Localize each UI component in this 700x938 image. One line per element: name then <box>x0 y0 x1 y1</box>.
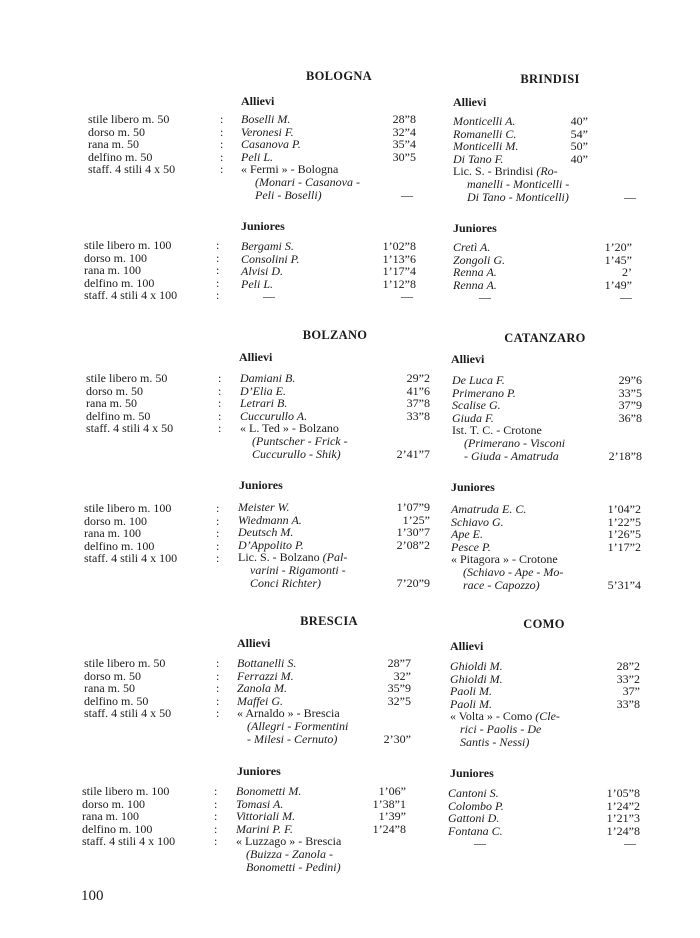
event-label: stile libero m. 100 : <box>84 238 220 252</box>
city-heading-bologna: BOLOGNA <box>306 69 372 83</box>
event-label: dorso m. 50 : <box>88 124 224 139</box>
result-row: Tomasi A. 1’38”1 <box>236 796 406 811</box>
relay-names: Conci Richter) 7’20”9 <box>250 575 430 590</box>
city-heading-brindisi: BRINDISI <box>520 72 580 86</box>
relay-club: « Arnaldo » - Brescia <box>237 706 340 721</box>
relay-club: Ist. T. C. - Crotone <box>452 423 542 438</box>
relay-row: — — <box>479 290 632 305</box>
result-row: Monticelli A. 40” <box>453 114 588 128</box>
relay-names: rici - Paolis - De <box>460 721 542 736</box>
category-juniores: Juniores <box>450 766 494 780</box>
relay-names: (Buizza - Zanola - <box>246 846 333 861</box>
relay-names: manelli - Monticelli - <box>467 176 570 191</box>
result-row: Renna A. 2’ <box>453 265 632 280</box>
event-label: stile libero m. 50 : <box>84 656 220 670</box>
page-number: 100 <box>81 888 104 904</box>
result-row: Casanova P. 35”4 <box>241 137 416 152</box>
result-row: Primerano P. 33”5 <box>452 385 642 400</box>
results-catanzaro-allievi <box>452 374 642 462</box>
results-bologna-juniores <box>241 240 416 303</box>
event-label: rana m. 50 : <box>86 396 222 411</box>
relay-names: race - Capozzo) 5’31”4 <box>463 577 641 592</box>
result-row: Wiedmann A. 1’25” <box>238 512 430 527</box>
relay-names: Di Tano - Monticelli) — <box>467 189 636 204</box>
category-juniores: Juniores <box>451 480 495 494</box>
category-allievi: Allievi <box>450 639 484 653</box>
event-label: stile libero m. 50 : <box>88 112 224 126</box>
event-label: rana m. 50 : <box>84 681 220 696</box>
event-label: staff. 4 stili 4 x 100 : <box>84 288 220 303</box>
result-row: Romanelli C. 54” <box>453 126 588 141</box>
result-row: Amatruda E. C. 1’04”2 <box>451 502 641 516</box>
result-row: Boselli M. 28”8 <box>241 112 416 126</box>
relay-club: « L. Ted » - Bolzano <box>240 421 339 436</box>
event-list-juniores <box>84 502 234 565</box>
result-row: Pesce P. 1’17”2 <box>451 539 641 554</box>
event-label: rana m. 100 : <box>84 263 220 278</box>
result-row: Renna A. 1’49” <box>453 277 632 292</box>
relay-names: Bonometti - Pedini) <box>246 859 341 874</box>
result-row: Bottanelli S. 28”7 <box>237 656 411 670</box>
result-row: Schiavo G. 1’22”5 <box>451 514 641 529</box>
event-label: staff. 4 stili 4 x 100 : <box>82 834 218 849</box>
result-row: Cretì A. 1’20” <box>453 240 632 254</box>
results-brindisi-allievi <box>453 114 636 204</box>
result-row: Zanola M. 35”9 <box>237 681 411 696</box>
city-heading-bolzano: BOLZANO <box>302 328 368 342</box>
results-como-allievi <box>450 660 640 748</box>
relay-names: (Allegri - Formentini <box>247 718 349 733</box>
event-label: dorso m. 50 : <box>84 668 220 683</box>
event-label: delfino m. 100 : <box>84 275 220 290</box>
relay-names: Cuccurullo - Shik) 2’41”7 <box>252 446 430 461</box>
city-heading-como: COMO <box>523 617 565 631</box>
event-list-juniores <box>82 785 232 848</box>
result-row: Peli L. 1’12”8 <box>241 276 416 291</box>
result-row: Ghioldi M. 33”2 <box>450 671 640 686</box>
result-row: Maffei G. 32”5 <box>237 693 411 708</box>
results-catanzaro-juniores <box>451 503 641 591</box>
relay-club: « Luzzago » - Brescia <box>236 834 342 849</box>
result-row: Veronesi F. 32”4 <box>241 124 416 139</box>
result-row: Letrari B. 37”8 <box>240 396 430 411</box>
event-label: staff. 4 stili 4 x 50 : <box>88 162 224 177</box>
results-bologna-allievi <box>241 113 416 201</box>
category-allievi: Allievi <box>241 94 275 108</box>
event-label: delfino m. 100 : <box>82 821 218 836</box>
results-brescia-juniores <box>236 785 430 873</box>
result-row: Meister W. 1’07”9 <box>238 500 430 514</box>
event-list-allievi <box>86 372 236 435</box>
relay-names: (Puntscher - Frick - <box>252 433 348 448</box>
result-row: Marini P. F. 1’24”8 <box>236 821 406 836</box>
relay-names: (Monari - Casanova - <box>255 174 360 189</box>
event-label: delfino m. 100 : <box>84 538 220 553</box>
event-label: staff. 4 stili 4 x 50 : <box>86 421 222 436</box>
relay-names: Peli - Boselli) — <box>255 187 413 202</box>
result-row: Di Tano F. 40” <box>453 151 588 166</box>
result-row: Cantoni S. 1’05”8 <box>448 786 640 800</box>
result-row: Monticelli M. 50” <box>453 139 588 154</box>
relay-row: — — <box>263 289 413 304</box>
event-label: dorso m. 100 : <box>82 796 218 811</box>
event-label: rana m. 50 : <box>88 137 224 152</box>
result-row: Giuda F. 36”8 <box>452 410 642 425</box>
event-label: stile libero m. 100 : <box>84 501 220 515</box>
result-row: Paoli M. 37” <box>450 684 640 699</box>
event-label: stile libero m. 100 : <box>82 784 218 798</box>
event-list-juniores <box>84 239 234 302</box>
relay-club: Lic. S. - Bolzano (Pal- <box>238 550 348 565</box>
event-label: dorso m. 100 : <box>84 513 220 528</box>
result-row: Bonometti M. 1’06” <box>236 784 406 798</box>
event-label: stile libero m. 50 : <box>86 371 222 385</box>
result-row: Alvisi D. 1’17”4 <box>241 264 416 279</box>
event-label: staff. 4 stili 4 x 100 : <box>84 551 220 566</box>
category-allievi: Allievi <box>239 350 273 364</box>
category-juniores: Juniores <box>239 478 283 492</box>
result-row: Fontana C. 1’24”8 <box>448 823 640 838</box>
category-juniores: Juniores <box>237 764 281 778</box>
result-row: Colombo P. 1’24”2 <box>448 798 640 813</box>
event-list-allievi <box>88 113 238 176</box>
city-heading-catanzaro: CATANZARO <box>504 331 586 345</box>
relay-club: « Pitagora » - Crotone <box>451 552 558 567</box>
event-label: delfino m. 50 : <box>86 408 222 423</box>
result-row: Zongoli G. 1’45” <box>453 252 632 267</box>
result-row: D’Appolito P. 2’08”2 <box>238 537 430 552</box>
relay-club: Lic. S. - Brindisi (Ro- <box>453 164 558 179</box>
result-row: D’Elia E. 41”6 <box>240 383 430 398</box>
relay-names: Santis - Nessi) <box>460 734 530 749</box>
relay-names: - Giuda - Amatruda 2’18”8 <box>464 448 642 463</box>
results-brindisi-juniores <box>453 240 632 305</box>
category-juniores: Juniores <box>453 221 497 235</box>
relay-club: « Volta » - Como (Cle- <box>450 709 560 724</box>
city-heading-brescia: BRESCIA <box>300 614 358 628</box>
event-label: rana m. 100 : <box>82 809 218 824</box>
result-row: Cuccurullo A. 33”8 <box>240 408 430 423</box>
result-row: De Luca F. 29”6 <box>452 373 642 387</box>
result-row: Vittoriali M. 1’39” <box>236 809 406 824</box>
event-label: dorso m. 100 : <box>84 250 220 265</box>
results-bolzano-juniores <box>238 501 430 589</box>
results-como-juniores <box>448 787 640 850</box>
relay-names: varini - Rigamonti - <box>250 562 346 577</box>
category-allievi: Allievi <box>453 95 487 109</box>
relay-names: (Primerano - Visconi <box>464 435 566 450</box>
relay-names: (Schiavo - Ape - Mo- <box>463 564 564 579</box>
result-row: Damiani B. 29”2 <box>240 371 430 385</box>
relay-club: « Fermi » - Bologna <box>241 162 339 177</box>
relay-row: — — <box>474 836 636 851</box>
category-allievi: Allievi <box>237 636 271 650</box>
result-row: Ferrazzi M. 32” <box>237 668 411 683</box>
category-allievi: Allievi <box>451 352 485 366</box>
result-row: Paoli M. 33”8 <box>450 696 640 711</box>
event-label: dorso m. 50 : <box>86 383 222 398</box>
results-brescia-allievi <box>237 657 427 745</box>
event-label: rana m. 100 : <box>84 526 220 541</box>
event-list-allievi <box>84 657 234 720</box>
result-row: Peli L. 30”5 <box>241 149 416 164</box>
relay-names: - Milesi - Cernuto) 2’30” <box>247 731 411 746</box>
result-row: Consolini P. 1’13”6 <box>241 251 416 266</box>
category-juniores: Juniores <box>241 219 285 233</box>
result-row: Scalise G. 37”9 <box>452 398 642 413</box>
event-label: delfino m. 50 : <box>88 149 224 164</box>
results-bolzano-allievi <box>240 372 430 460</box>
event-label: staff. 4 stili 4 x 50 : <box>84 706 220 721</box>
event-label: delfino m. 50 : <box>84 693 220 708</box>
result-row: Bergami S. 1’02”8 <box>241 239 416 253</box>
result-row: Ape E. 1’26”5 <box>451 527 641 542</box>
result-row: Deutsch M. 1’30”7 <box>238 525 430 540</box>
result-row: Ghioldi M. 28”2 <box>450 659 640 673</box>
result-row: Gattoni D. 1’21”3 <box>448 811 640 826</box>
